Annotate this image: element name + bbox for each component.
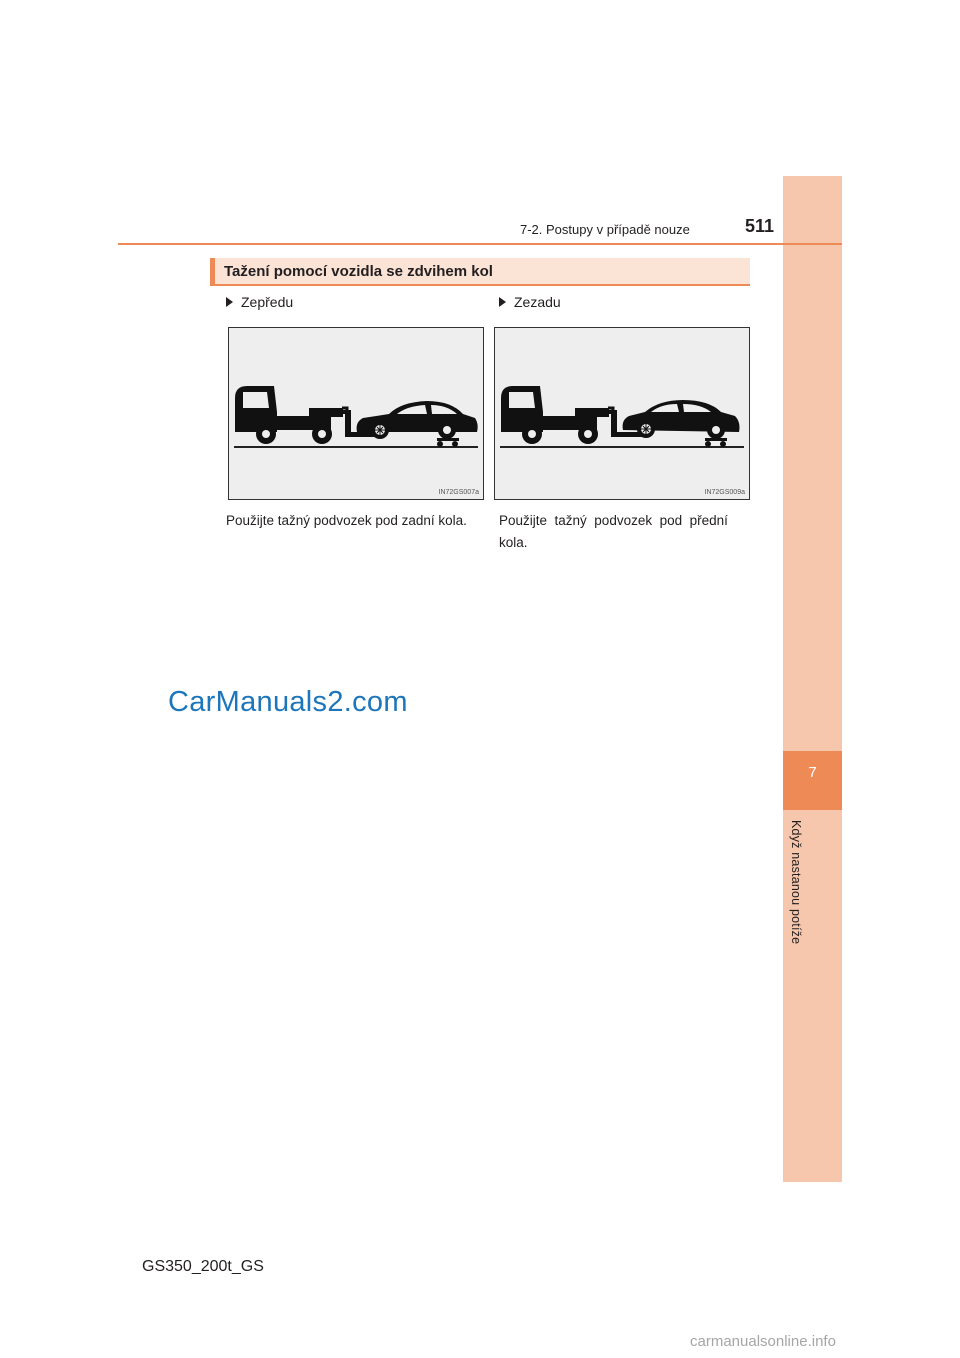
footer-model: GS350_200t_GS: [142, 1258, 264, 1275]
caption-front: [226, 510, 488, 532]
caption-rear-line-2: kola.: [499, 535, 528, 550]
heading-text: Tažení pomocí vozidla se zdvihem kol: [224, 263, 493, 280]
chapter-side-tab: [783, 176, 842, 1182]
tow-truck-front-illustration: [229, 328, 485, 501]
chapter-number: 7: [808, 764, 817, 781]
sub-label-rear: [499, 294, 561, 310]
caption-rear: [499, 510, 749, 554]
heading-bar: [210, 258, 750, 286]
sub-label-rear-text: Zezadu: [514, 294, 561, 310]
tow-truck-rear-illustration: [495, 328, 751, 501]
chapter-title: Když nastanou potíže: [789, 820, 803, 945]
triangle-bullet-icon: [226, 297, 233, 307]
caption-front-line-1: Použijte tažný podvozek pod zadní kola.: [226, 513, 467, 528]
heading-accent: [210, 258, 215, 286]
section-title: 7-2. Postupy v případě nouze: [520, 222, 690, 237]
illustration-code: IN72GS007a: [438, 489, 479, 496]
caption-rear-line-1: Použijte tažný podvozek pod přední: [499, 513, 728, 528]
illustration-rear-tow: [494, 327, 750, 500]
watermark-carmanuals2: CarManuals2.com: [168, 686, 408, 718]
page-number: 511: [745, 216, 775, 236]
illustration-code: IN72GS009a: [704, 489, 745, 496]
illustration-front-tow: [228, 327, 484, 500]
triangle-bullet-icon: [499, 297, 506, 307]
header-rule: [118, 243, 842, 245]
sub-label-front: [226, 294, 293, 310]
sub-label-front-text: Zepředu: [241, 294, 294, 310]
footer-site-watermark: carmanualsonline.info: [690, 1333, 836, 1350]
